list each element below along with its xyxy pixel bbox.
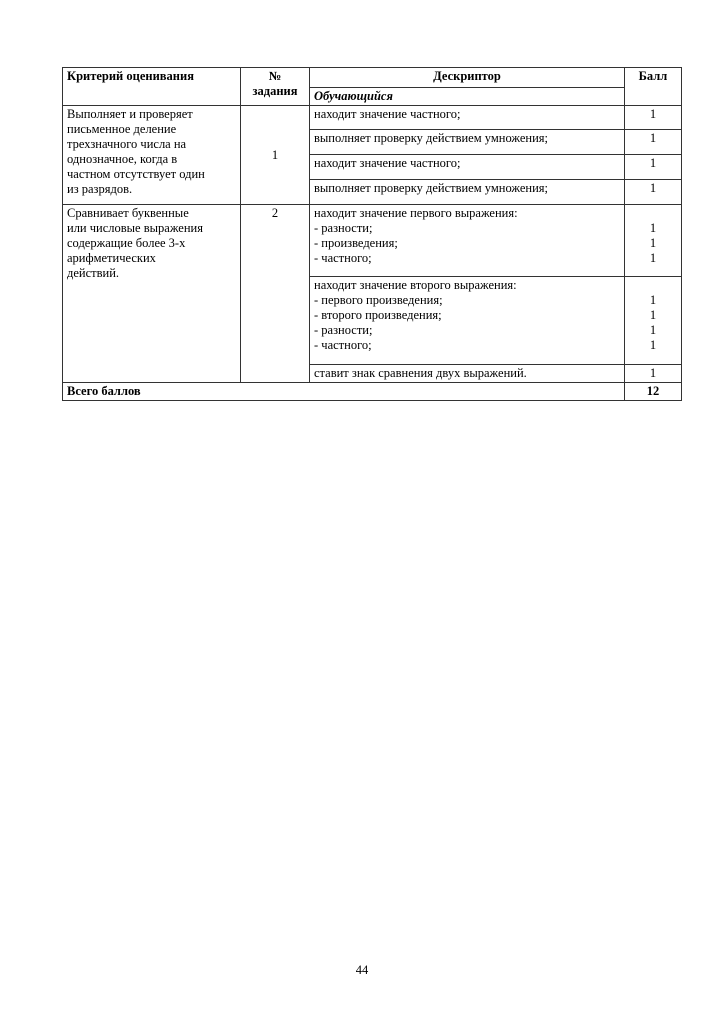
header-descriptor: Дескриптор [310, 68, 625, 88]
header-task-number-symbol: № [268, 69, 282, 83]
score-value: 1 [649, 293, 657, 307]
table-row [63, 106, 682, 130]
descriptor-item: - частного; [314, 338, 372, 352]
total-value: 12 [625, 383, 682, 401]
score-cell: 1 [625, 106, 682, 130]
score-cell: 1 [625, 155, 682, 180]
descriptor-cell: находит значение частного; [310, 155, 625, 180]
header-learner: Обучающийся [310, 88, 625, 106]
score-group-1 [625, 205, 682, 277]
criterion-2-task: 2 [241, 205, 310, 383]
criterion-line: из разрядов. [67, 182, 133, 196]
descriptor-item: - разности; [314, 221, 373, 235]
score-value: 1 [649, 323, 657, 337]
criterion-line: Сравнивает буквенные [67, 206, 189, 220]
descriptor-item: - второго произведения; [314, 308, 442, 322]
criterion-line: однозначное, когда в [67, 152, 178, 166]
header-score: Балл [625, 68, 682, 106]
descriptor-cell: ставит знак сравнения двух выражений. [310, 365, 625, 383]
criterion-1-text [63, 106, 241, 205]
score-cell: 1 [625, 130, 682, 155]
table-row [63, 205, 682, 277]
total-label: Всего баллов [63, 383, 625, 401]
criterion-line: действий. [67, 266, 120, 280]
descriptor-cell: находит значение частного; [310, 106, 625, 130]
descriptor-group-2 [310, 277, 625, 365]
descriptor-group-title: находит значение второго выражения: [314, 278, 517, 292]
criterion-line: частном отсутствует один [67, 167, 205, 181]
descriptor-item: - разности; [314, 323, 373, 337]
header-task-number-word: задания [252, 84, 298, 98]
criterion-1-task: 1 [241, 106, 310, 205]
total-row [63, 383, 682, 401]
header-criterion: Критерий оценивания [63, 68, 241, 106]
score-cell: 1 [625, 180, 682, 205]
header-row [63, 68, 682, 88]
descriptor-item: - первого произведения; [314, 293, 443, 307]
descriptor-item: - частного; [314, 251, 372, 265]
criterion-line: письменное деление [67, 122, 177, 136]
score-cell: 1 [625, 365, 682, 383]
descriptor-cell: выполняет проверку действием умножения; [310, 130, 625, 155]
score-value: 1 [649, 308, 657, 322]
score-group-2 [625, 277, 682, 365]
descriptor-group-1 [310, 205, 625, 277]
criterion-line: или числовые выражения [67, 221, 203, 235]
score-value: 1 [649, 221, 657, 235]
criterion-2-text [63, 205, 241, 383]
descriptor-group-title: находит значение первого выражения: [314, 206, 518, 220]
assessment-table [62, 67, 682, 401]
criterion-line: Выполняет и проверяет [67, 107, 193, 121]
criterion-line: арифметических [67, 251, 156, 265]
criterion-line: содержащие более 3-х [67, 236, 186, 250]
descriptor-cell: выполняет проверку действием умножения; [310, 180, 625, 205]
page-number: 44 [355, 963, 369, 977]
score-value: 1 [649, 236, 657, 250]
descriptor-item: - произведения; [314, 236, 398, 250]
criterion-line: трехзначного числа на [67, 137, 187, 151]
score-value: 1 [649, 338, 657, 352]
score-value: 1 [649, 251, 657, 265]
header-task-number [241, 68, 310, 106]
